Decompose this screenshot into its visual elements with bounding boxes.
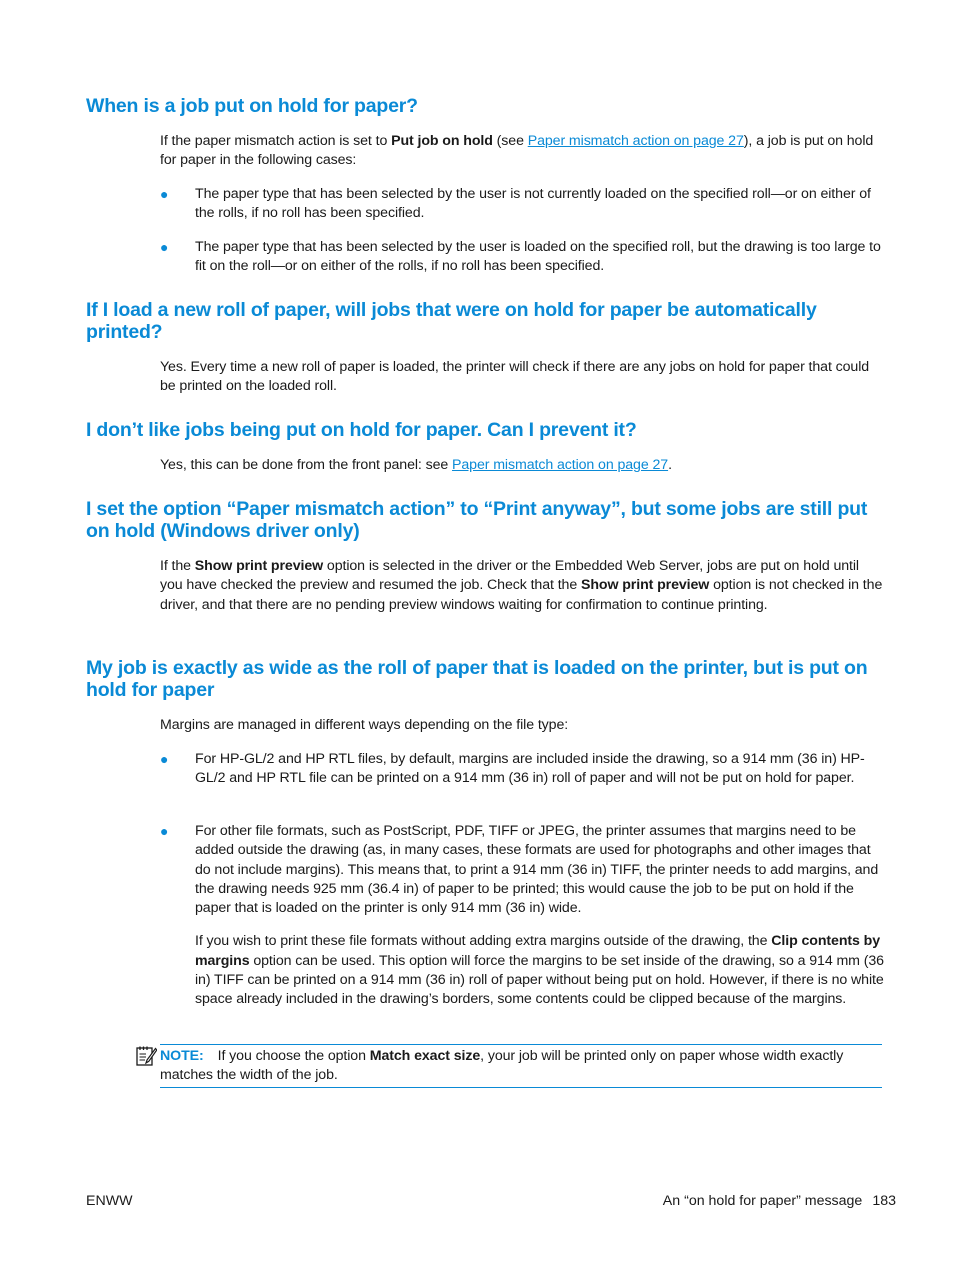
match-exact-size-term: Match exact size: [369, 1048, 481, 1064]
note-box: NOTE: If you choose the option Match exact size, your job will be printed only on paper whose width exactly matches the width of the job.: [160, 1044, 882, 1088]
show-print-preview-term: Show print preview: [580, 577, 710, 594]
note-pad-icon: [135, 1045, 157, 1067]
paragraph-margins-intro: Margins are managed in different ways depending on the file type:: [160, 717, 569, 733]
paragraph-on-hold-intro: If the paper mismatch action is set to Put job on hold (see Paper mismatch action on page 27), a job is put on hold for paper in the following cases:: [160, 133, 874, 169]
heading-exact-width: My job is exactly as wide as the roll of paper that is loaded on the printer, but is put on hold for paper: [86, 657, 868, 701]
bullet-icon: ●: [160, 823, 169, 839]
paragraph-print-anyway: If the Show print preview option is selected in the driver or the Embedded Web Server, jobs are put on hold until you have checked the preview and resumed the job. Check that the Show print preview option is not checked in the driver, and that there are no pending preview windows waiting for confirmation to continue printing.: [160, 558, 883, 613]
clip-contents-term: Clip contents by margins: [195, 933, 881, 969]
heading-new-roll: If I load a new roll of paper, will jobs that were on hold for paper be automatically printed?: [86, 299, 817, 343]
list-item: ● The paper type that has been selected by the user is loaded on the specified roll, but the drawing is too large to fit on the roll—or on either of the rolls, if no roll has been specified.: [160, 239, 881, 275]
footer-right: [663, 1193, 896, 1209]
paper-mismatch-link[interactable]: Paper mismatch action on page 27: [452, 457, 669, 473]
paper-mismatch-link[interactable]: Paper mismatch action on page 27: [527, 133, 744, 149]
show-print-preview-term: Show print preview: [194, 558, 324, 574]
note-label: NOTE:: [160, 1048, 204, 1064]
paragraph-prevent-hold: Yes, this can be done from the front panel: see Paper mismatch action on page 27.: [160, 457, 672, 473]
paragraph-new-roll: Yes. Every time a new roll of paper is loaded, the printer will check if there are any jobs on hold for paper that could be printed on the loaded roll.: [160, 359, 870, 395]
heading-job-on-hold: When is a job put on hold for paper?: [86, 95, 418, 117]
put-job-on-hold-term: Put job on hold: [391, 133, 493, 149]
bullet-icon: ●: [160, 239, 169, 255]
page-number: 183: [872, 1193, 896, 1209]
list-item: ● For other file formats, such as PostScript, PDF, TIFF or JPEG, the printer assumes that margins need to be added outside the drawing (as, in many cases, these formats are used for photographs and other images that do not include margins). This means that, to print a 914 mm (36 in) TIFF, the printer needs to add margins, and the drawing needs 925 mm (36.4 in) of paper to be printed; this would cause the job to be put on hold if the paper that is loaded on the printer is only 914 mm (36 in) wide. If you wish to print these file formats without adding extra margins outside of the drawing, the Clip contents by margins option can be used. This option will force the margins to be set inside of the drawing, so a 914 mm (36 in) TIFF can be printed on a 914 mm (36 in) roll of paper without being put on hold. However, if there is no white space already included in the drawing’s borders, some contents could be clipped because of the margins.: [160, 823, 884, 1008]
list-item: ● The paper type that has been selected by the user is not currently loaded on the specified roll—or on either of the rolls, if no roll has been specified.: [160, 186, 871, 222]
footer-section-title: An “on hold for paper” message: [662, 1193, 863, 1209]
footer-left: ENWW: [86, 1193, 133, 1209]
heading-prevent-hold: I don’t like jobs being put on hold for paper. Can I prevent it?: [86, 419, 637, 441]
list-item: ● For HP-GL/2 and HP RTL files, by default, margins are included inside the drawing, so a 914 mm (36 in) HP-GL/2 and HP RTL file can be printed on a 914 mm (36 in) roll of paper and will not be put on hold for paper.: [160, 751, 865, 787]
bullet-icon: ●: [160, 751, 169, 767]
bullet-icon: ●: [160, 186, 169, 202]
heading-print-anyway: I set the option “Paper mismatch action” to “Print anyway”, but some jobs are still put on hold (Windows driver only): [86, 498, 868, 542]
